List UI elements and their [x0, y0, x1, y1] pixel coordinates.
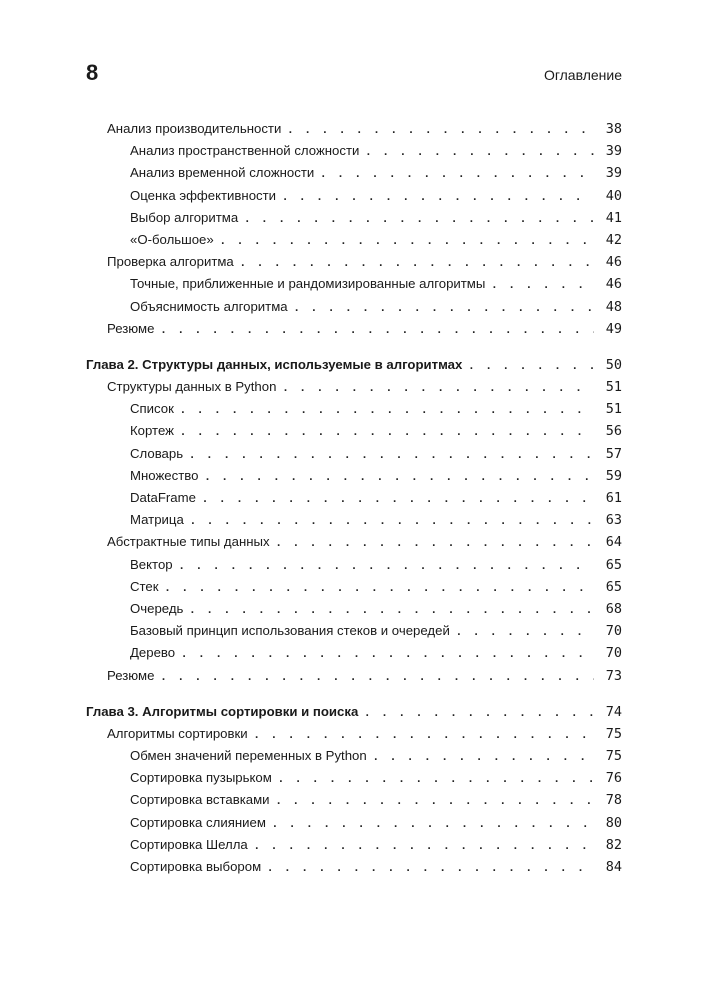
toc-dot-leader [179, 556, 594, 578]
toc-dot-leader [202, 489, 594, 511]
toc-subsection-entry [86, 296, 622, 318]
toc-dot-leader [365, 142, 594, 164]
toc-dot-leader [254, 836, 594, 858]
toc-entry-title: Стек [130, 578, 159, 594]
toc-entry-title: Алгоритмы сортировки [107, 725, 248, 741]
toc-subsection-entry [86, 487, 622, 509]
toc-entry-title: Объяснимость алгоритма [130, 298, 288, 314]
toc-entry-page-number: 84 [605, 859, 622, 875]
toc-dot-leader [220, 231, 594, 253]
toc-section-entry [86, 531, 622, 553]
toc-entry-title: Сортировка выбором [130, 859, 262, 874]
toc-dot-leader [189, 600, 594, 622]
toc-dot-leader [364, 703, 594, 725]
toc-section-entry [86, 251, 622, 273]
toc-dot-leader [278, 769, 594, 791]
toc-dot-leader [282, 187, 594, 209]
toc-entry-page-number: 39 [605, 143, 622, 160]
toc-entry-page-number: 46 [605, 254, 622, 271]
toc-subsection-entry [86, 398, 622, 420]
toc-subsection-entry [86, 767, 622, 789]
toc-section-entry [86, 318, 622, 340]
toc-dot-leader [491, 275, 594, 297]
toc-dot-leader [189, 445, 594, 467]
toc-dot-leader [165, 578, 594, 600]
toc-subsection-entry [86, 576, 622, 598]
toc-entry-page-number: 49 [605, 320, 622, 337]
toc-entry-page-number: 70 [605, 623, 622, 640]
toc-entry-page-number: 64 [605, 534, 622, 551]
toc-subsection-entry [86, 620, 622, 642]
toc-section-entry [86, 376, 622, 398]
toc-subsection-entry [86, 598, 622, 620]
toc-entry-page-number: 50 [605, 356, 622, 373]
toc-entry-page-number: 76 [605, 770, 622, 787]
toc-subsection-entry [86, 856, 622, 878]
toc-section-entry [86, 118, 622, 140]
toc-entry-page-number: 51 [605, 379, 622, 396]
toc-dot-leader [180, 400, 594, 422]
page-number: 8 [86, 60, 99, 85]
toc-subsection-entry [86, 812, 622, 834]
section-gap [86, 687, 622, 701]
toc-entry-page-number: 48 [605, 298, 622, 315]
toc-dot-leader [276, 791, 594, 813]
toc-dot-leader [282, 378, 594, 400]
toc-entry-title: Базовый принцип использования стеков и очередей [130, 623, 450, 639]
toc-subsection-entry [86, 162, 622, 184]
toc-entry-page-number: 39 [605, 165, 622, 182]
toc-subsection-entry [86, 420, 622, 442]
toc-entry-page-number: 70 [605, 645, 622, 662]
toc-entry-title: Проверка алгоритма [107, 254, 234, 270]
toc-entry-title: Матрица [130, 512, 184, 528]
toc-entry-page-number: 63 [605, 512, 622, 529]
toc-entry-title: Структуры данных в Python [107, 379, 277, 395]
toc-entry-title: Обмен значений переменных в Python [130, 748, 367, 764]
toc-entry-title: Дерево [130, 645, 176, 661]
toc-entry-page-number: 41 [605, 209, 622, 226]
toc-dot-leader [294, 298, 594, 320]
toc-subsection-entry [86, 140, 622, 162]
toc-entry-page-number: 65 [605, 578, 622, 595]
toc-entry-page-number: 78 [605, 792, 622, 809]
toc-subsection-entry [86, 834, 622, 856]
table-of-contents [86, 118, 622, 878]
toc-entry-title: Сортировка вставками [130, 792, 270, 808]
toc-entry-title: Резюме [107, 320, 155, 336]
toc-entry-page-number: 56 [605, 423, 622, 440]
toc-section-entry [86, 665, 622, 687]
toc-subsection-entry [86, 642, 622, 664]
toc-entry-title: Абстрактные типы данных [107, 534, 270, 550]
toc-entry-page-number: 65 [605, 556, 622, 573]
toc-dot-leader [320, 164, 594, 186]
toc-entry-title: Резюме [107, 667, 155, 683]
toc-entry-title: Список [130, 401, 174, 417]
toc-subsection-entry [86, 273, 622, 295]
toc-dot-leader [240, 253, 594, 275]
toc-dot-leader [190, 511, 594, 533]
toc-entry-title: Множество [130, 467, 199, 483]
toc-subsection-entry [86, 185, 622, 207]
toc-subsection-entry [86, 554, 622, 576]
toc-dot-leader [272, 814, 594, 836]
toc-entry-page-number: 82 [605, 836, 622, 853]
toc-entry-title: Глава 3. Алгоритмы сортировки и поиска [86, 703, 359, 719]
toc-dot-leader [456, 622, 594, 644]
toc-entry-page-number: 61 [605, 490, 622, 506]
toc-chapter-entry [86, 701, 622, 723]
toc-chapter-entry [86, 354, 622, 376]
toc-entry-title: Точные, приближенные и рандомизированные алгоритмы [130, 276, 486, 292]
toc-entry-title: Анализ пространственной сложности [130, 143, 360, 159]
toc-dot-leader [160, 320, 594, 342]
toc-dot-leader [180, 422, 594, 444]
toc-entry-title: «О-большое» [130, 231, 214, 247]
toc-entry-page-number: 57 [605, 445, 622, 462]
toc-entry-page-number: 75 [605, 725, 622, 742]
toc-entry-page-number: 59 [605, 467, 622, 484]
toc-subsection-entry [86, 207, 622, 229]
toc-dot-leader [373, 747, 594, 769]
toc-subsection-entry [86, 443, 622, 465]
toc-dot-leader [160, 667, 594, 689]
toc-dot-leader [276, 533, 594, 555]
toc-entry-title: Сортировка слиянием [130, 814, 266, 830]
toc-dot-leader [204, 467, 594, 489]
toc-entry-title: DataFrame [130, 490, 196, 505]
toc-entry-page-number: 80 [605, 814, 622, 831]
toc-entry-title: Очередь [130, 600, 184, 616]
toc-entry-title: Оценка эффективности [130, 187, 277, 203]
toc-entry-page-number: 40 [605, 187, 622, 204]
toc-entry-title: Словарь [130, 445, 184, 461]
toc-dot-leader [267, 858, 594, 880]
toc-entry-title: Глава 2. Структуры данных, используемые в алгоритмах [86, 356, 463, 372]
toc-entry-title: Анализ временной сложности [130, 165, 315, 181]
toc-entry-page-number: 46 [605, 276, 622, 293]
section-gap [86, 340, 622, 354]
toc-subsection-entry [86, 465, 622, 487]
toc-section-entry [86, 723, 622, 745]
toc-dot-leader [287, 120, 594, 142]
toc-entry-title: Вектор [130, 556, 173, 572]
toc-entry-page-number: 74 [605, 703, 622, 720]
toc-subsection-entry [86, 509, 622, 531]
toc-entry-title: Сортировка пузырьком [130, 770, 272, 786]
toc-subsection-entry [86, 745, 622, 767]
toc-entry-page-number: 38 [605, 121, 622, 137]
toc-entry-title: Анализ производительности [107, 121, 282, 136]
running-header: Оглавление [543, 67, 622, 83]
toc-entry-page-number: 73 [605, 667, 622, 684]
toc-entry-page-number: 51 [605, 401, 622, 418]
toc-entry-title: Кортеж [130, 423, 174, 439]
toc-dot-leader [468, 356, 594, 378]
toc-subsection-entry [86, 229, 622, 251]
toc-entry-page-number: 75 [605, 748, 622, 765]
toc-entry-title: Выбор алгоритма [130, 209, 239, 225]
toc-entry-page-number: 68 [605, 600, 622, 617]
toc-dot-leader [254, 725, 594, 747]
toc-dot-leader [181, 644, 594, 666]
toc-dot-leader [244, 209, 594, 231]
toc-subsection-entry [86, 789, 622, 811]
toc-entry-page-number: 42 [605, 231, 622, 248]
toc-entry-title: Сортировка Шелла [130, 836, 248, 852]
